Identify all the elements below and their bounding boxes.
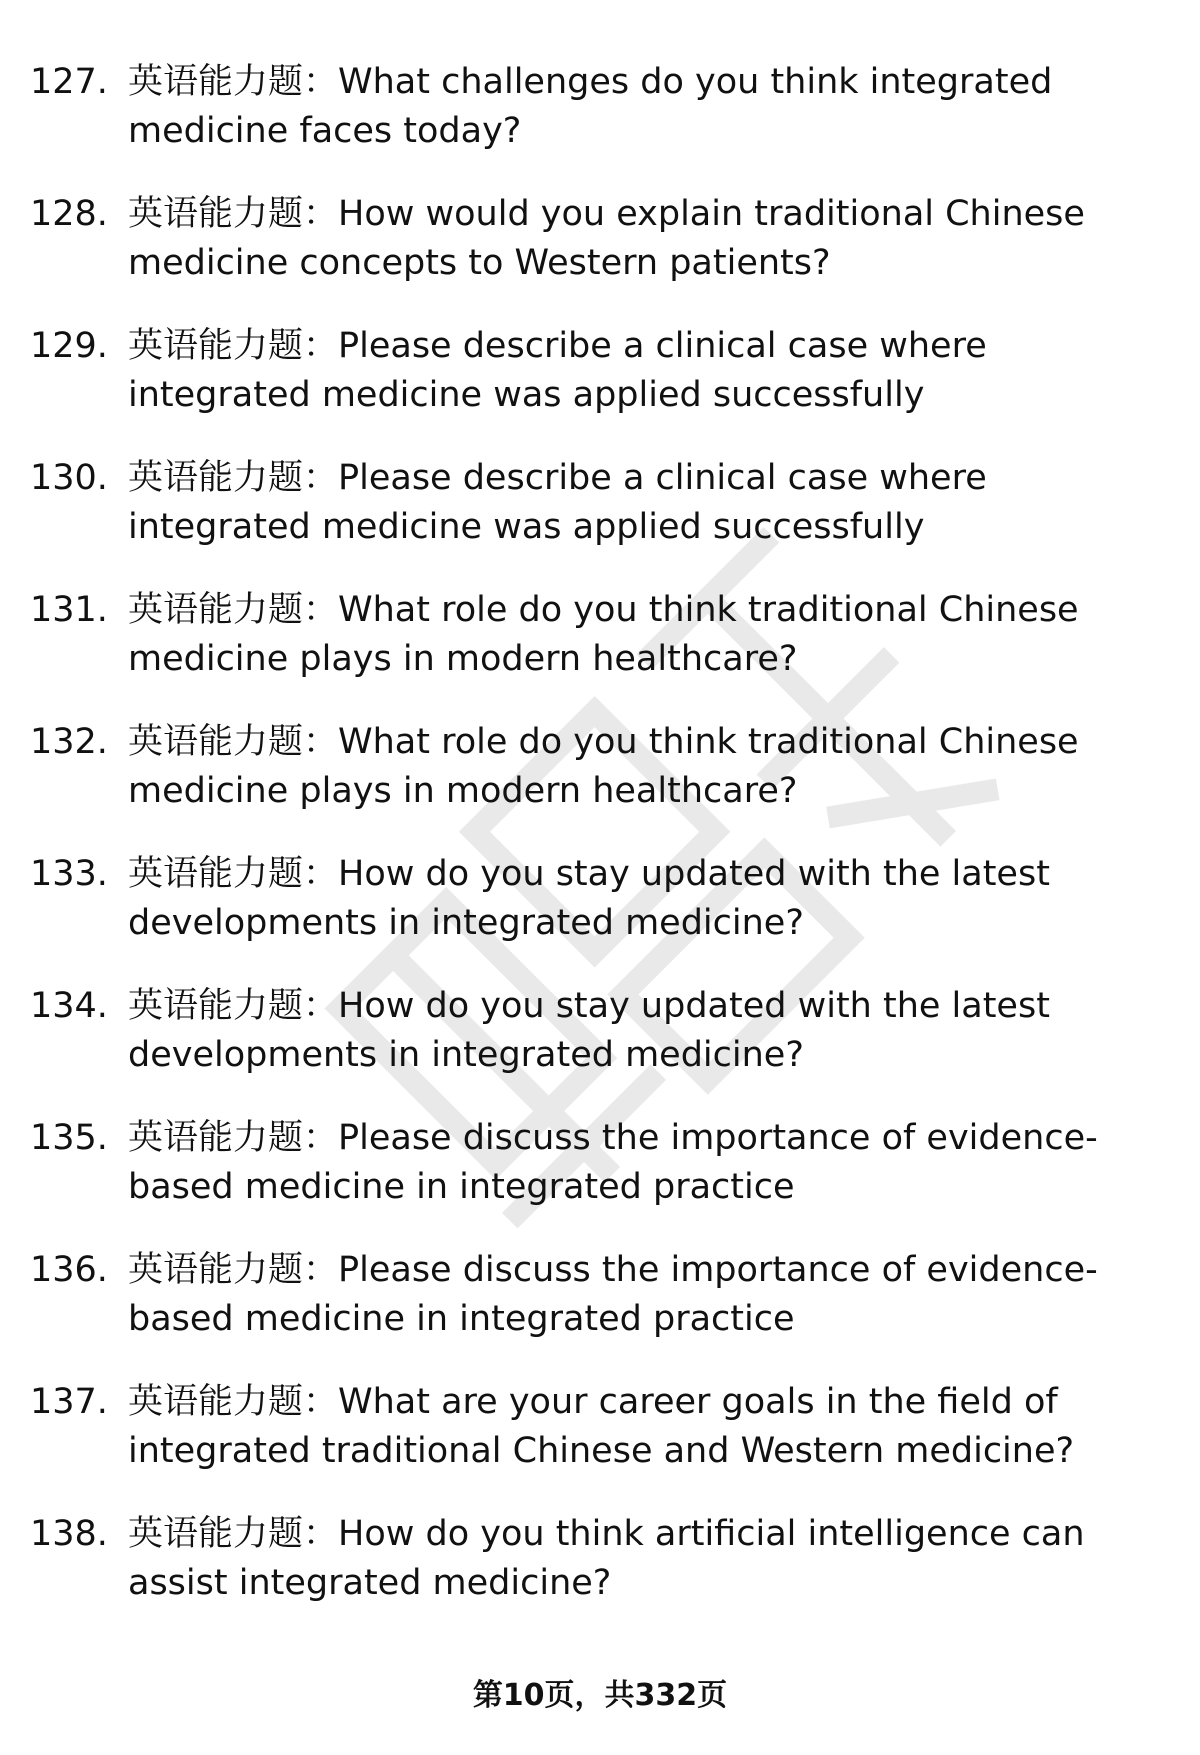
question-item [0, 322, 1200, 454]
question-number: 134. [30, 986, 108, 1026]
question-text [128, 850, 1176, 948]
question-number: 137. [30, 1382, 108, 1422]
question-item [0, 850, 1200, 982]
question-body: How do you stay updated with the latest developments in integrated medicine? [128, 854, 1050, 943]
question-number: 133. [30, 854, 108, 894]
question-number: 130. [30, 458, 108, 498]
question-item [0, 454, 1200, 586]
question-item [0, 982, 1200, 1114]
question-text [128, 454, 1176, 552]
question-text [128, 58, 1176, 156]
question-number: 129. [30, 326, 108, 366]
question-number: 127. [30, 62, 108, 102]
question-body: Please describe a clinical case where integrated medicine was applied successfully [128, 326, 987, 415]
question-body: What are your career goals in the field of integrated traditional Chinese and Western medicine? [128, 1382, 1075, 1471]
question-number: 132. [30, 722, 108, 762]
question-body: How do you stay updated with the latest developments in integrated medicine? [128, 986, 1050, 1075]
question-text [128, 982, 1176, 1080]
question-item [0, 1114, 1200, 1246]
question-body: What role do you think traditional Chinese medicine plays in modern healthcare? [128, 590, 1079, 679]
question-prefix: 英语能力题： [128, 1382, 339, 1422]
question-item [0, 586, 1200, 718]
question-prefix: 英语能力题： [128, 986, 339, 1026]
question-item [0, 1510, 1200, 1642]
question-prefix: 英语能力题： [128, 854, 339, 894]
question-number: 128. [30, 194, 108, 234]
page-footer: 第10页，共332页 [472, 1678, 728, 1713]
question-item [0, 190, 1200, 322]
question-text [128, 1114, 1176, 1212]
question-body: Please discuss the importance of evidence-based medicine in integrated practice [128, 1250, 1098, 1339]
question-prefix: 英语能力题： [128, 62, 339, 102]
question-number: 135. [30, 1118, 108, 1158]
question-prefix: 英语能力题： [128, 722, 339, 762]
question-prefix: 英语能力题： [128, 326, 339, 366]
question-text [128, 1378, 1176, 1476]
question-text [128, 586, 1176, 684]
question-text [128, 322, 1176, 420]
question-list [0, 58, 1200, 1642]
question-prefix: 英语能力题： [128, 1250, 339, 1290]
question-body: Please describe a clinical case where integrated medicine was applied successfully [128, 458, 987, 547]
question-text [128, 718, 1176, 816]
question-number: 136. [30, 1250, 108, 1290]
question-body: How would you explain traditional Chinese medicine concepts to Western patients? [128, 194, 1085, 283]
question-body: What challenges do you think integrated medicine faces today? [128, 62, 1053, 151]
question-item [0, 1246, 1200, 1378]
question-body: What role do you think traditional Chinese medicine plays in modern healthcare? [128, 722, 1079, 811]
question-prefix: 英语能力题： [128, 1514, 339, 1554]
question-number: 131. [30, 590, 108, 630]
question-prefix: 英语能力题： [128, 458, 339, 498]
question-prefix: 英语能力题： [128, 1118, 339, 1158]
question-text [128, 190, 1176, 288]
question-prefix: 英语能力题： [128, 194, 339, 234]
question-item [0, 58, 1200, 190]
question-item [0, 1378, 1200, 1510]
question-body: Please discuss the importance of evidence-based medicine in integrated practice [128, 1118, 1098, 1207]
question-prefix: 英语能力题： [128, 590, 339, 630]
question-number: 138. [30, 1514, 108, 1554]
question-text [128, 1510, 1176, 1608]
question-text [128, 1246, 1176, 1344]
question-item [0, 718, 1200, 850]
question-body: How do you think artificial intelligence can assist integrated medicine? [128, 1514, 1085, 1603]
